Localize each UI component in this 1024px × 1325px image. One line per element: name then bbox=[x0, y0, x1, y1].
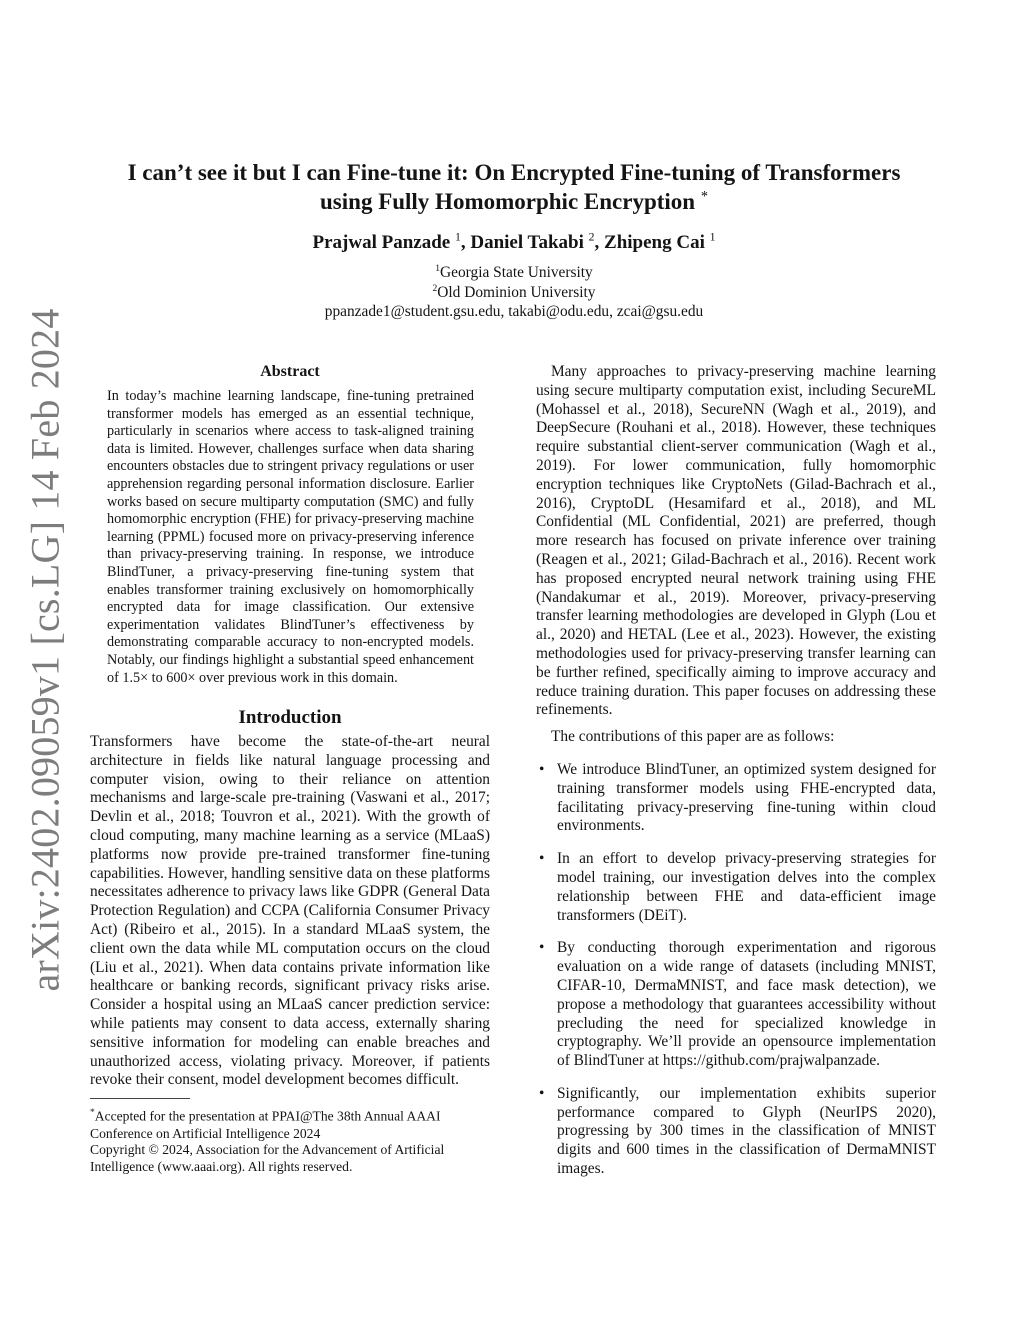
left-column bbox=[90, 363, 490, 1176]
right-column bbox=[536, 363, 936, 1193]
author-affil-mark: 1 bbox=[454, 230, 461, 244]
bullet-icon: • bbox=[539, 760, 545, 778]
footnote-acceptance: Accepted for the presentation at PPAI@The 38th Annual AAAI Conference on Artificial Intelligence 2024 bbox=[90, 1108, 441, 1141]
author-name: Zhipeng Cai bbox=[604, 232, 705, 253]
title-line-2 bbox=[90, 187, 938, 216]
introduction-text: Transformers have become the state-of-the-art neural architecture in fields like natural language processing and computer vision, owing to their reliance on attention mechanisms and large-scale pre-training (Vaswani et al., 2017; Devlin et al., 2018; Touvron et al., 2021). With the growth of cloud computing, many machine learning as a service (MLaaS) platforms now provide pre-trained transformer fine-tuning capabilities. However, handling sensitive data on these platforms necessitates adherence to privacy laws like GDPR (General Data Protection Regulation) and CCPA (California Consumer Privacy Act) (Ribeiro et al., 2015). In a standard MLaaS system, the client own the data while ML computation occurs on the cloud (Liu et al., 2021). When data contains private information like healthcare or banking records, significant privacy risks arise. Consider a hospital using an MLaaS cancer prediction service: while patients may consent to data access, externally sharing sensitive information for modeling can enable breaches and unauthorized access, violating privacy. Moreover, if patients revoke their consent, model development becomes difficult. bbox=[90, 733, 490, 1089]
list-item bbox=[536, 1085, 936, 1179]
related-work-paragraph: Many approaches to privacy-preserving machine learning using secure multiparty computation exist, including SecureML (Mohassel et al., 2018), SecureNN (Wagh et al., 2019), and DeepSecure (Rouhani et al., 2018). However, these techniques require substantial client-server communication (Wagh et al., 2019). For lower communication, fully homomorphic encryption techniques like CryptoNets (Gilad-Bachrach et al., 2016), CryptoDL (Hesamifard et al., 2018), and ML Confidential (ML Confidential, 2021) are preferred, though more research has focused on private inference over training (Reagen et al., 2021; Gilad-Bachrach et al., 2016). Recent work has proposed encrypted neural network training using FHE (Nandakumar et al., 2019). Moreover, privacy-preserving transfer learning methodologies are developed in Glyph (Lou et al., 2020) and HETAL (Lee et al., 2023). However, the existing methodologies used for privacy-preserving transfer learning can be further refined, specifically aiming to improve accuracy and reduce training duration. This paper focuses on addressing these refinements. bbox=[536, 363, 936, 719]
affiliation-line bbox=[90, 283, 938, 303]
affiliation-name: Old Dominion University bbox=[437, 283, 596, 301]
footnote-copyright: Copyright © 2024, Association for the Advancement of Artificial Intelligence (www.aaai.org). All rights reserved. bbox=[90, 1142, 445, 1175]
contribution-text: By conducting thorough experimentation and rigorous evaluation on a wide range of datasets (including MNIST, CIFAR-10, DermaMNIST, and face mask detection), we propose a methodology that guarantees accessibility without precluding the need for specialized knowledge in cryptography. We’ll provide an opensource implementation of BlindTuner at https://github.com/prajwalpanzade. bbox=[557, 939, 936, 1070]
footnote bbox=[90, 1105, 490, 1176]
footnote-mark: * bbox=[90, 1108, 95, 1119]
abstract-text: In today’s machine learning landscape, fine-tuning pretrained transformer models has emerged as an essential technique, particularly in scenarios where access to task-aligned training data is limited. However, challenges surface when data sharing encounters obstacles due to stringent privacy regulations or user apprehension regarding personal information disclosure. Earlier works based on secure multiparty computation (SMC) and fully homomorphic encryption (FHE) for privacy-preserving machine learning (PPML) focused more on privacy-preserving inference than privacy-preserving training. In response, we introduce BlindTuner, a privacy-preserving fine-tuning system that enables transformer training exclusively on homomorphically encrypted data for image classification. Our extensive experimentation validates BlindTuner’s effectiveness by demonstrating comparable accuracy to non-encrypted models. Notably, our findings highlight a substantial speed enhancement of 1.5× to 600× over previous work in this domain. bbox=[107, 388, 474, 686]
author-emails: ppanzade1@student.gsu.edu, takabi@odu.edu, zcai@gsu.edu bbox=[324, 303, 704, 320]
author-separator: , bbox=[460, 232, 471, 253]
paper-title bbox=[90, 158, 938, 216]
affiliation-line bbox=[90, 263, 938, 283]
author-name: Prajwal Panzade bbox=[312, 232, 451, 253]
arxiv-side-stamp: arXiv:2402.09059v1 [cs.LG] 14 Feb 2024 bbox=[22, 308, 68, 992]
affiliation-mark: 1 bbox=[435, 262, 441, 274]
contribution-text: We introduce BlindTuner, an optimized system designed for training transformer models using FHE-encrypted data, facilitating privacy-preserving fine-tuning within cloud environments. bbox=[557, 760, 936, 835]
footnote-divider bbox=[90, 1098, 190, 1099]
title-line-1: I can’t see it but I can Fine-tune it: On Encrypted Fine-tuning of Transformers bbox=[127, 160, 901, 185]
contribution-text: Significantly, our implementation exhibits superior performance compared to Glyph (NeurIPS 2020), progressing by 300 times in the classification of MNIST digits and 600 times in the classification of DermaMNIST images. bbox=[557, 1084, 936, 1178]
affiliation-name: Georgia State University bbox=[440, 264, 593, 281]
author-name: Daniel Takabi bbox=[470, 232, 584, 253]
affiliation-mark: 2 bbox=[432, 282, 438, 294]
title-line-2-text: using Fully Homomorphic Encryption bbox=[320, 189, 696, 214]
affiliations bbox=[90, 263, 938, 322]
list-item bbox=[536, 939, 936, 1071]
bullet-icon: • bbox=[539, 1084, 545, 1102]
contribution-text: In an effort to develop privacy-preserving strategies for model training, our investigation delves into the complex relationship between FHE and data-efficient image transformers (DEiT). bbox=[557, 850, 936, 924]
author-affil-mark: 1 bbox=[709, 230, 716, 244]
contributions-intro: The contributions of this paper are as follows: bbox=[551, 728, 835, 746]
list-item bbox=[536, 850, 936, 925]
list-item bbox=[536, 761, 936, 836]
author-separator: , bbox=[594, 232, 605, 253]
introduction-heading: Introduction bbox=[238, 707, 342, 729]
bullet-icon: • bbox=[539, 939, 545, 957]
contributions-list bbox=[536, 761, 936, 1179]
bullet-icon: • bbox=[539, 850, 545, 868]
title-footnote-mark: * bbox=[700, 188, 708, 205]
author-list bbox=[90, 232, 938, 254]
abstract-heading: Abstract bbox=[260, 363, 320, 380]
author-affil-mark: 2 bbox=[588, 230, 595, 244]
